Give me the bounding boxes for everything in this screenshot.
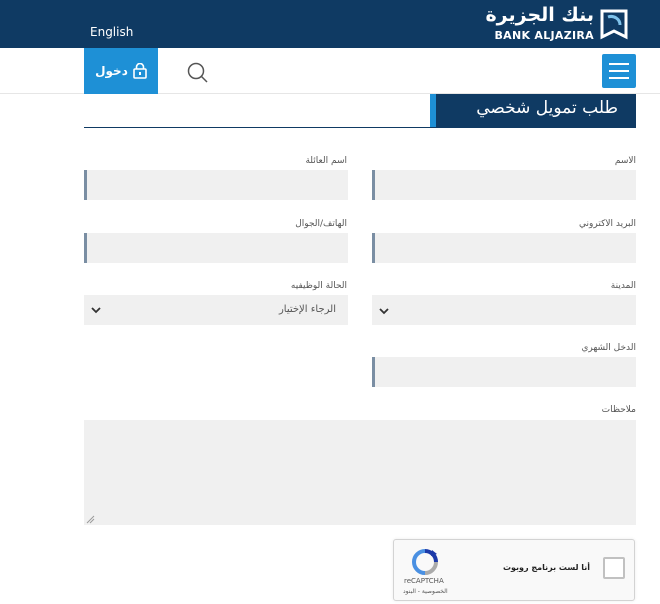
- login-label: دخول: [95, 64, 128, 78]
- job-status-select[interactable]: [84, 295, 348, 325]
- page-title: طلب تمويل شخصي: [430, 94, 636, 127]
- city-select[interactable]: [372, 295, 636, 325]
- menu-bar-icon: [609, 77, 629, 79]
- login-button[interactable]: [84, 48, 158, 94]
- recaptcha-checkbox[interactable]: [603, 557, 625, 579]
- recaptcha-label: أنا لست برنامج روبوت: [502, 563, 590, 572]
- family-name-label: اسم العائلة: [305, 156, 347, 166]
- recaptcha-brand: reCAPTCHA: [404, 577, 444, 585]
- notes-textarea[interactable]: [84, 420, 636, 525]
- chevron-down-icon: [377, 304, 391, 318]
- email-label: البريد الاكتروني: [579, 219, 636, 229]
- nav-bar: [0, 48, 660, 94]
- logo-english-text: BANK ALJAZIRA: [494, 29, 594, 42]
- notes-label: ملاحظات: [601, 405, 636, 415]
- email-field[interactable]: [372, 233, 636, 263]
- lock-icon: [133, 63, 147, 79]
- family-name-field[interactable]: [84, 170, 348, 200]
- phone-field[interactable]: [84, 233, 348, 263]
- monthly-income-label: الدخل الشهري: [581, 343, 636, 353]
- recaptcha-logo-icon: [410, 548, 440, 576]
- job-status-select-value: الرجاء الإختيار: [278, 304, 336, 315]
- city-label: المدينة: [610, 281, 636, 291]
- monthly-income-field[interactable]: [372, 357, 636, 387]
- top-header: [0, 0, 660, 48]
- menu-bar-icon: [609, 70, 629, 72]
- hamburger-menu-button[interactable]: [602, 54, 636, 88]
- recaptcha-widget: [393, 539, 635, 601]
- logo-mark-icon: [600, 7, 630, 41]
- language-switch-link[interactable]: English: [90, 25, 134, 39]
- name-label: الاسم: [614, 156, 636, 166]
- job-status-label: الحالة الوظيفيه: [290, 281, 347, 291]
- chevron-down-icon: [89, 303, 103, 317]
- bank-logo[interactable]: [480, 4, 632, 44]
- phone-label: الهاتف/الجوال: [295, 219, 347, 229]
- name-field[interactable]: [372, 170, 636, 200]
- logo-arabic-text: بنك الجزيرة: [485, 4, 594, 26]
- search-icon[interactable]: [184, 59, 210, 85]
- menu-bar-icon: [609, 63, 629, 65]
- resize-grip-icon[interactable]: [86, 515, 95, 524]
- recaptcha-privacy-terms-links[interactable]: الخصوصية - البنود: [403, 588, 448, 595]
- form-title-bar: [84, 94, 636, 128]
